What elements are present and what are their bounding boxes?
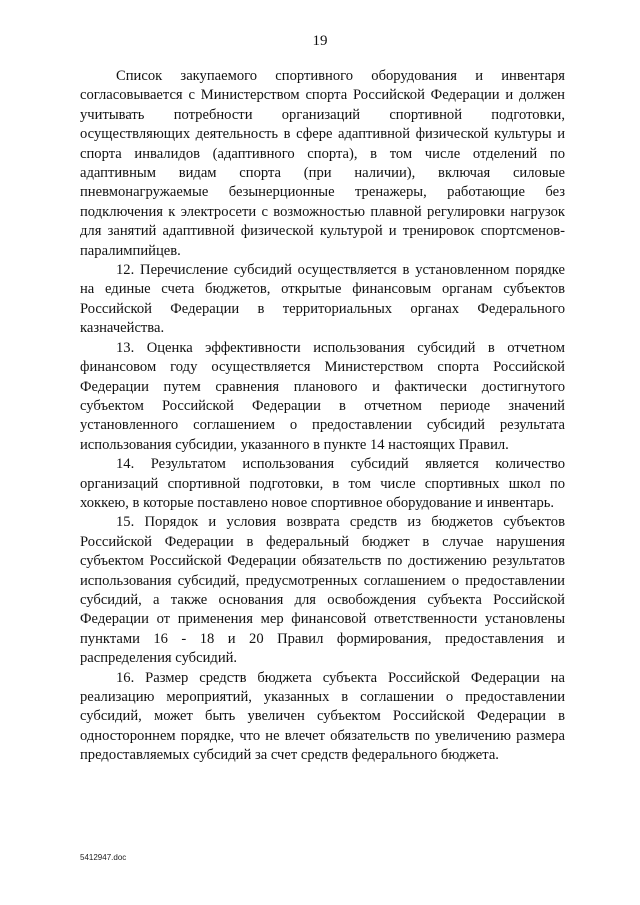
paragraph-16: 16. Размер средств бюджета субъекта Российской Федерации на реализацию мероприятий, указанных в соглашении о предоставлении субсидий, может быть увеличен субъектом Российской Федерации в одностороннем порядке, что не влечет обязательств по увеличению размера предоставляемых субсидий за счет средств федерального бюджета. <box>80 669 565 764</box>
paragraph-equipment-list: Список закупаемого спортивного оборудования и инвентаря согласовывается с Министерством спорта Российской Федерации и должен учитывать потребности организаций спортивной подготовки, осуществляющих деятельность в сфере адаптивной физической культуры и спорта инвалидов (адаптивного спорта), в том числе отделений по адаптивным видам спорта (при наличии), включая силовые пневмонагружаемые безынерционные тренажеры, работающие без подключения к электросети с возможностью плавной регулировки нагрузок для занятий адаптивной физической культурой и тренировок спортсменов-паралимпийцев. <box>80 68 565 259</box>
paragraph-15: 15. Порядок и условия возврата средств из бюджетов субъектов Российской Федерации в федеральный бюджет в случае нарушения субъектом Российской Федерации обязательств по достижению результатов использования субсидий, предусмотренных соглашением о предоставлении субсидий, а также основания для освобождения субъекта Российской Федерации от применения мер финансовой ответственности установлены пунктами 16 - 18 и 20 Правил формирования, предоставления и распределения субсидий. <box>80 514 565 667</box>
document-file-id: 5412947.doc <box>80 853 127 862</box>
paragraph-13: 13. Оценка эффективности использования субсидий в отчетном финансовом году осуществляется Министерством спорта Российской Федерации путем сравнения планового и фактически достигнутого субъектом Российской Федерации в отчетном периоде значений установленного соглашением о предоставлении субсидий результата использования субсидии, указанного в пункте 14 настоящих Правил. <box>80 339 565 453</box>
document-body <box>80 67 565 766</box>
page-number: 19 <box>312 33 328 49</box>
paragraph-12: 12. Перечисление субсидий осуществляется в установленном порядке на единые счета бюджетов, открытые финансовым органам субъектов Российской Федерации в территориальных органах Федерального казначейства. <box>80 262 565 337</box>
paragraph-14: 14. Результатом использования субсидий является количество организаций спортивной подготовки, в том числе спортивных школ по хоккею, в которые поставлено новое спортивное оборудование и инвентарь. <box>80 456 565 511</box>
